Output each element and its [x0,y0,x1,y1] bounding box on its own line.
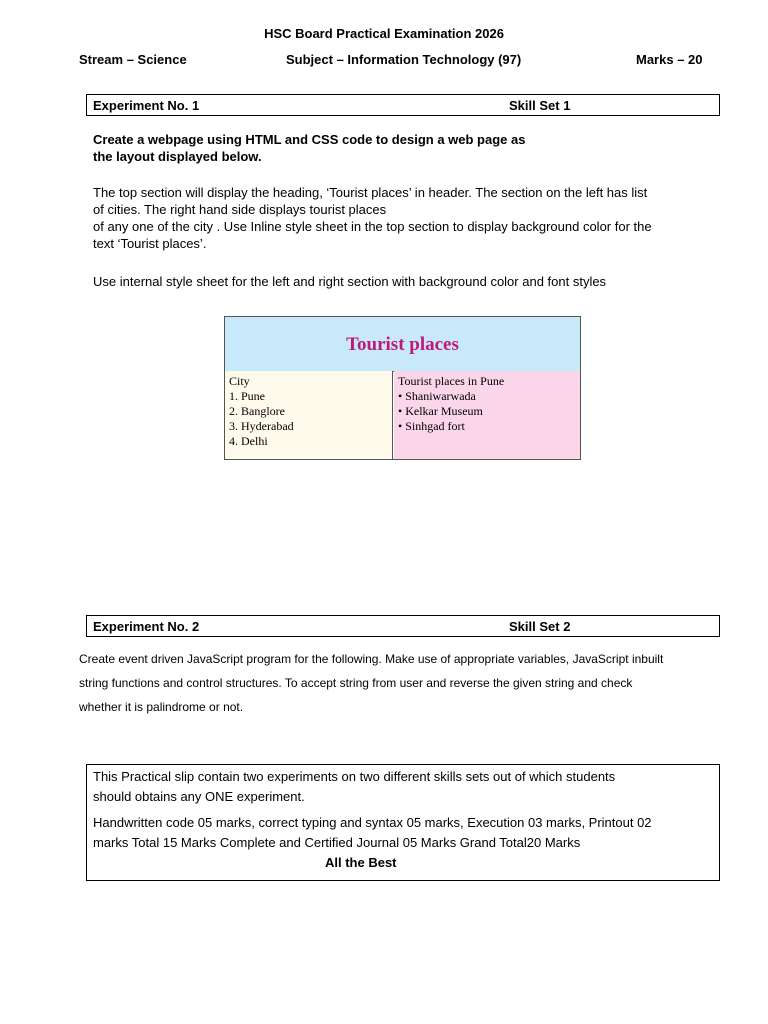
task-line: the layout displayed below. [93,149,262,164]
instruction-line: should obtains any ONE experiment. [93,789,305,804]
layout-figure [224,316,581,460]
experiment-2-description [79,647,663,719]
description-line: The top section will display the heading, ‘Tourist places’ in header. The section on the left has list [93,185,648,200]
experiment-2-header [86,615,720,637]
experiment-1-description [93,184,652,252]
instructions-box [86,764,720,881]
experiment-2-number: Experiment No. 2 [93,619,200,634]
stream-label: Stream – Science [79,52,187,67]
experiment-1-header [86,94,720,116]
list-item: • Sinhgad fort [398,419,465,433]
marks-label: Marks – 20 [636,52,703,67]
description-line: text ‘Tourist places’. [93,236,207,251]
task-line: Create a webpage using HTML and CSS code to design a web page as [93,132,526,147]
experiment-2-skill: Skill Set 2 [509,619,571,634]
experiment-1-task [93,131,525,165]
description-line: of any one of the city . Use Inline style sheet in the top section to display background color for the [93,219,652,234]
exam-title: HSC Board Practical Examination 2026 [264,26,504,41]
description-line: string functions and control structures. To accept string from user and reverse the given string and check [79,676,633,690]
instruction-line: marks Total 15 Marks Complete and Certified Journal 05 Marks Grand Total20 Marks [93,835,581,850]
instruction-line: Handwritten code 05 marks, correct typing and syntax 05 marks, Execution 03 marks, Printout 02 [93,815,652,830]
description-line: whether it is palindrome or not. [79,700,244,714]
experiment-1-internal-style: Use internal style sheet for the left and right section with background color and font styles [93,274,607,289]
experiment-1-number: Experiment No. 1 [93,98,200,113]
instruction-line: This Practical slip contain two experiments on two different skills sets out of which students [93,769,616,784]
subject-label: Subject – Information Technology (97) [286,52,522,67]
experiment-1-skill: Skill Set 1 [509,98,571,113]
list-item: 1. Pune [229,389,265,403]
figure-places-title: Tourist places in Pune [398,374,505,388]
list-item: 4. Delhi [229,434,268,448]
list-item: 2. Banglore [229,404,285,418]
description-line: Create event driven JavaScript program for the following. Make use of appropriate variables, JavaScript inbuilt [79,652,664,666]
list-item: • Shaniwarwada [398,389,476,403]
closing-text: All the Best [325,855,397,870]
figure-city-title: City [229,374,250,388]
figure-places-panel [394,371,580,459]
description-line: of cities. The right hand side displays tourist places [93,202,387,217]
figure-heading: Tourist places [225,317,580,372]
figure-city-panel [225,371,393,459]
list-item: • Kelkar Museum [398,404,483,418]
list-item: 3. Hyderabad [229,419,294,433]
